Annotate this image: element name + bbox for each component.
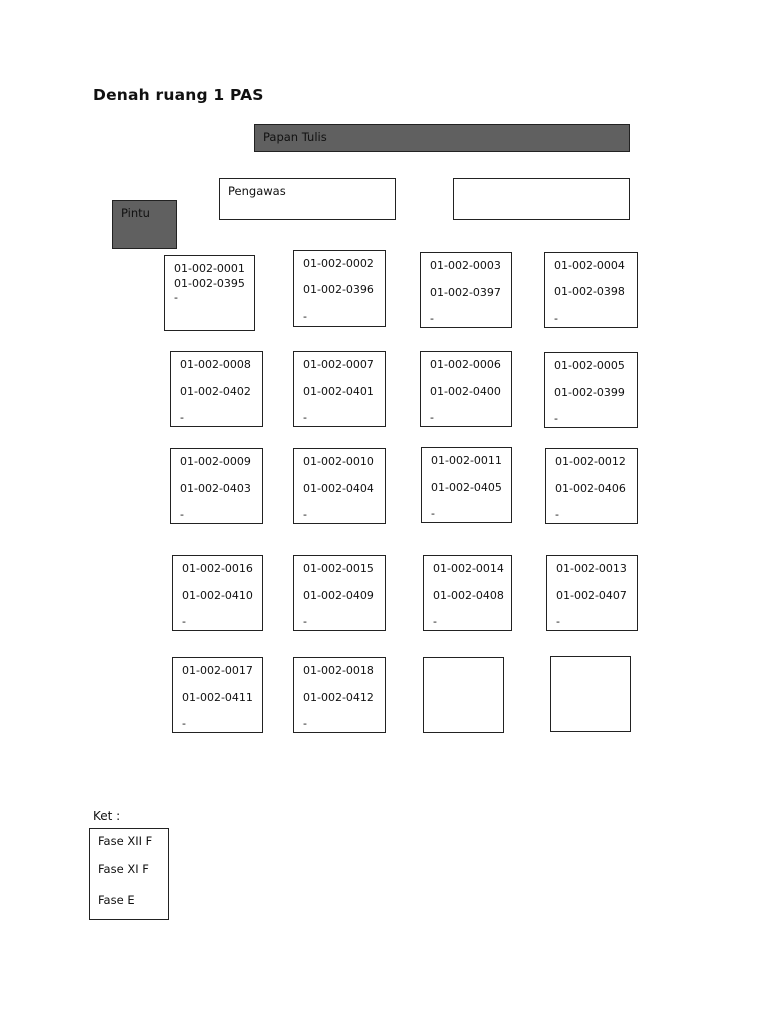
seat-line: 01-002-0411 — [182, 691, 253, 704]
supervisor-label: Pengawas — [228, 184, 286, 198]
seat-line: 01-002-0396 — [303, 283, 374, 296]
seat-9 — [170, 448, 263, 524]
seat-line: 01-002-0395 — [174, 277, 245, 290]
seat-line: - — [554, 312, 558, 325]
seat-line: 01-002-0401 — [303, 385, 374, 398]
seat-14 — [293, 555, 386, 631]
seat-line: 01-002-0007 — [303, 358, 374, 371]
seat-line: 01-002-0407 — [556, 589, 627, 602]
seat-line: 01-002-0015 — [303, 562, 374, 575]
seat-6 — [293, 351, 386, 427]
seat-11 — [421, 447, 512, 523]
seat-4 — [544, 252, 638, 328]
seat-line: - — [431, 507, 435, 520]
page-title: Denah ruang 1 PAS — [93, 86, 264, 104]
seat-3 — [420, 252, 512, 328]
seat-line: - — [303, 717, 307, 730]
seat-2 — [293, 250, 386, 327]
seat-16 — [546, 555, 638, 631]
seat-line: 01-002-0397 — [430, 286, 501, 299]
seat-line: 01-002-0403 — [180, 482, 251, 495]
seat-line: 01-002-0402 — [180, 385, 251, 398]
door — [112, 200, 177, 249]
seat-line: 01-002-0399 — [554, 386, 625, 399]
legend-item: Fase XI F — [98, 862, 149, 876]
seat-line: 01-002-0398 — [554, 285, 625, 298]
seat-line: 01-002-0409 — [303, 589, 374, 602]
seat-line: 01-002-0017 — [182, 664, 253, 677]
seat-line: 01-002-0005 — [554, 359, 625, 372]
seat-1 — [164, 255, 255, 331]
seat-line: 01-002-0006 — [430, 358, 501, 371]
seat-line: 01-002-0002 — [303, 257, 374, 270]
seat-line: - — [180, 508, 184, 521]
seat-line: 01-002-0406 — [555, 482, 626, 495]
door-label: Pintu — [121, 206, 150, 220]
legend-box — [89, 828, 169, 920]
seat-line: 01-002-0404 — [303, 482, 374, 495]
seat-12 — [545, 448, 638, 524]
seat-18 — [293, 657, 386, 733]
seat-line: 01-002-0003 — [430, 259, 501, 272]
seat-line: 01-002-0412 — [303, 691, 374, 704]
seat-line: 01-002-0013 — [556, 562, 627, 575]
seat-line: 01-002-0008 — [180, 358, 251, 371]
seat-line: 01-002-0004 — [554, 259, 625, 272]
empty-seat — [423, 657, 504, 733]
seat-line: 01-002-0014 — [433, 562, 504, 575]
seat-line: - — [555, 508, 559, 521]
whiteboard — [254, 124, 630, 152]
seat-line: 01-002-0001 — [174, 262, 245, 275]
seat-line: - — [303, 310, 307, 323]
seat-line: - — [174, 291, 178, 304]
seat-7 — [420, 351, 512, 427]
seat-line: - — [182, 717, 186, 730]
seat-line: 01-002-0010 — [303, 455, 374, 468]
seat-17 — [172, 657, 263, 733]
seat-line: - — [303, 411, 307, 424]
seat-line: 01-002-0400 — [430, 385, 501, 398]
seat-line: - — [303, 508, 307, 521]
legend-item: Fase E — [98, 893, 135, 907]
whiteboard-label: Papan Tulis — [263, 130, 327, 144]
seat-line: 01-002-0018 — [303, 664, 374, 677]
empty-desk — [453, 178, 630, 220]
seat-line: 01-002-0405 — [431, 481, 502, 494]
seat-15 — [423, 555, 512, 631]
seat-10 — [293, 448, 386, 524]
seat-line: 01-002-0009 — [180, 455, 251, 468]
seat-line: - — [433, 615, 437, 628]
seat-line: - — [303, 615, 307, 628]
supervisor-desk — [219, 178, 396, 220]
seat-line: - — [182, 615, 186, 628]
seat-13 — [172, 555, 263, 631]
seat-8 — [544, 352, 638, 428]
seat-5 — [170, 351, 263, 427]
seat-line: - — [430, 411, 434, 424]
empty-seat — [550, 656, 631, 732]
legend-item: Fase XII F — [98, 834, 153, 848]
seat-line: 01-002-0408 — [433, 589, 504, 602]
seat-line: 01-002-0012 — [555, 455, 626, 468]
seat-line: - — [556, 615, 560, 628]
seat-line: - — [430, 312, 434, 325]
seat-line: - — [180, 411, 184, 424]
seat-line: 01-002-0410 — [182, 589, 253, 602]
legend-title: Ket : — [93, 809, 121, 823]
seat-line: 01-002-0016 — [182, 562, 253, 575]
seat-line: - — [554, 412, 558, 425]
seat-line: 01-002-0011 — [431, 454, 502, 467]
